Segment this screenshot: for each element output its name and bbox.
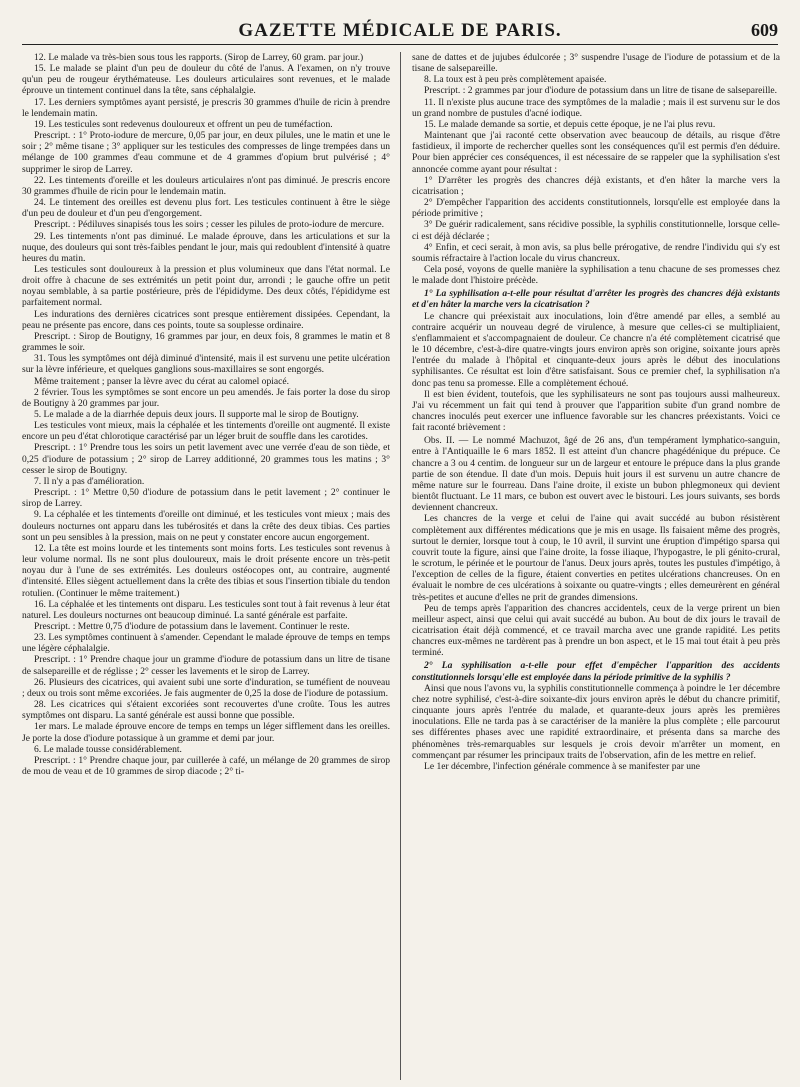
paragraph: Les indurations des dernières cicatrices sont presque entièrement dissipées. Cependant, la peau ne présente pas encore, dans ces points, toute sa souplesse ordinaire.: [22, 308, 390, 331]
paragraph: 3° De guérir radicalement, sans récidive possible, la syphilis constitutionnelle, lorsque celle-ci est déjà déclarée ;: [412, 219, 780, 242]
paragraph: Le chancre qui préexistait aux inoculations, loin d'être amendé par elles, a semblé au contraire acquérir un nouveau degré de virulence, à mesure que celles-ci se multipliaient, s'enflammaient et s'accompagnaient de douleur. Ce chancre n'a été complètement cicatrisé que le 10 décembre, c'est-à-dire quatre-vingts jours environ après son origine, soixante jours après l'entrée du malade à l'hôpital et cinquante-deux jours après le début des inoculations syphilisantes. Ce résultat est loin d'être satisfaisant. Sous ce premier chef, la syphilisation n'a donc pas tenu sa promesse. Elle a complètement échoué.: [412, 310, 780, 389]
paragraph: Les testicules sont douloureux à la pression et plus volumineux que dans l'état normal. Le droit offre à chacune de ses extrémités un petit point dur, arrondi ; le gauche offre un petit noyau semblable, à sa partie postérieure, près de l'épididyme. Des deux côtés, l'épididyme est parfaitement normal.: [22, 263, 390, 309]
page-header: [22, 20, 778, 45]
paragraph: 31. Tous les symptômes ont déjà diminué d'intensité, mais il est survenu une petite ulcération sur la lèvre inférieure, et quelques ganglions sous-maxillaires se sont engorgés.: [22, 353, 390, 376]
paragraph: 1er mars. Le malade éprouve encore de temps en temps un léger sifflement dans les oreilles. Je porte la dose d'iodure potassique à un gramme et demi par jour.: [22, 721, 390, 744]
paragraph: 24. Le tintement des oreilles est devenu plus fort. Les testicules continuent à être le siège d'un peu de douleur et d'un peu d'engorgement.: [22, 197, 390, 220]
paragraph: Les testicules vont mieux, mais la céphalée et les tintements d'oreille ont augmenté. Il existe encore un peu d'état chlorotique caractérisé par un léger bruit de souffle dans les carotides.: [22, 420, 390, 443]
right-column: [412, 52, 780, 1082]
paragraph: 2° La syphilisation a-t-elle pour effet d'empêcher l'apparition des accidents constitutionnels lorsqu'elle est employée dans la période primitive de la syphilis ?: [412, 660, 780, 683]
left-column: [22, 52, 390, 1082]
paragraph: Prescript. : Pédiluves sinapisés tous les soirs ; cesser les pilules de proto-iodure de mercure.: [34, 219, 384, 231]
paragraph: Prescript. : 1° Mettre 0,50 d'iodure de potassium dans le petit lavement ; 2° continuer le sirop de Larrey.: [22, 487, 390, 510]
paragraph: 17. Les derniers symptômes ayant persisté, je prescris 30 grammes d'huile de ricin à prendre le lendemain matin.: [22, 96, 390, 119]
paragraph: Prescript. : Sirop de Boutigny, 16 grammes par jour, en deux fois, 8 grammes le matin et 8 grammes le soir.: [22, 330, 390, 354]
paragraph: Même traitement ; panser la lèvre avec du cérat au calomel opiacé.: [34, 375, 289, 387]
paragraph: Obs. II. — Le nommé Machuzot, âgé de 26 ans, d'un tempérament lymphatico-sanguin, entre à l'Antiquaille le 6 mars 1852. Il est atteint d'un chancre phagédénique du prépuce. Ce chancre a 3 ou 4 centim. de longueur sur un de largeur et entoure le prépuce dans la plus grande partie de son étendue. Il date d'un mois. Depuis huit jours il est survenu un autre chancre de même nature sur le fourreau. Dans l'aine droite, il existe un bubon phlegmoneux qui devient bientôt fluctuant. Le 11 mars, ce bubon est ouvert avec le bistouri. Les jours suivants, ses bords deviennent chancreux.: [412, 435, 780, 514]
paragraph: 15. Le malade se plaint d'un peu de douleur du côté de l'anus. A l'examen, on n'y trouve qu'un peu de rougeur érythémateuse. Les douleurs articulaires sont revenues, et le malade éprouve un tintement continuel dans la tête, sans céphalalgie.: [22, 63, 390, 97]
paragraph: 7. Il n'y a pas d'amélioration.: [34, 475, 145, 487]
paragraph: Prescript. : 1° Proto-iodure de mercure, 0,05 par jour, en deux pilules, une le matin et une le soir ; 2° même tisane ; 3° appliquer sur les testicules des compresses de linge trempées dans un mélange de 100 grammes d'eau commune et de 4 grammes d'opium brut pulvérisé ; 4° supprimer le sirop de Larrey.: [22, 130, 390, 175]
paragraph: 4° Enfin, et ceci serait, à mon avis, sa plus belle prérogative, de rendre l'individu qui s'y est soumis réfractaire à l'action locale du virus chancreux.: [412, 241, 780, 264]
paragraph: Ainsi que nous l'avons vu, la syphilis constitutionnelle commença à poindre le 1er décembre chez notre syphilisé, c'est-à-dire soixante-dix jours environ après le début du chancre primitif, cinquante jours après l'entrée du malade, et quarante-deux jours après les premières inoculations. Elle ne tarda pas à se caractériser de la manière la plus complète ; elle parcourut ses différentes phases avec une rapidité extraordinaire, et présenta dans sa marche des phénomènes très-remarquables sur lesquels je crois devoir m'arrêter un moment, en commençant par résumer les principaux traits de l'observation, afin de les mettre en relief.: [412, 682, 780, 761]
paragraph: Prescript. : 1° Prendre chaque jour un gramme d'iodure de potassium dans un litre de tisane de salsepareille et de réglisse ; 2° cesser les lavements et le sirop de Larrey.: [22, 654, 390, 677]
paragraph: 1° D'arrêter les progrès des chancres déjà existants, et d'en hâter la marche vers la cicatrisation ;: [412, 174, 780, 197]
paragraph: 11. Il n'existe plus aucune trace des symptômes de la maladie ; mais il est survenu sur le dos un grand nombre de pustules d'acné iodique.: [412, 96, 780, 119]
journal-title: GAZETTE MÉDICALE DE PARIS.: [238, 20, 562, 41]
paragraph: 26. Plusieurs des cicatrices, qui avaient subi une sorte d'induration, se tuméfient de nouveau ; deux ou trois sont même excoriées. Je fais augmenter de 0,25 la dose de l'iodure de potassium.: [22, 676, 390, 699]
paragraph: 16. La céphalée et les tintements ont disparu. Les testicules sont tout à fait revenus à leur état naturel. Les douleurs nocturnes ont beaucoup diminué. La santé générale est parfaite.: [22, 598, 390, 621]
paragraph: 9. La céphalée et les tintements d'oreille ont diminué, et les testicules vont mieux ; mais des douleurs nocturnes ont apparu dans les tubérosités et dans la crête des deux tibias. Ces parties sont un peu sensibles à la pression, mais on ne peut y constater encore aucun engorgement.: [22, 509, 390, 543]
paragraph: 23. Les symptômes continuent à s'amender. Cependant le malade éprouve de temps en temps une légère céphalalgie.: [22, 632, 390, 655]
page-number: 609: [751, 20, 778, 40]
paragraph: 12. La tête est moins lourde et les tintements sont moins forts. Les testicules sont revenus à leur volume normal. Ils ne sont plus douloureux, mais le droit présente encore un très-petit noyau dur à l'une de ses extrémités. Les douleurs ostéocopes ont, au contraire, augmenté d'intensité. Elles siègent actuellement dans la crête des tibias et sous l'insertion tibiale du tendon rotulien. (Continuer le même traitement.): [22, 542, 390, 599]
paragraph: Peu de temps après l'apparition des chancres accidentels, ceux de la verge prirent un bien meilleur aspect, ainsi que celui qui avait succédé au bubon. Au bout de dix jours le travail de cicatrisation était déjà commencé, et ce travail marcha avec une grande rapidité. Les petits chancres eux-mêmes ne tardèrent pas à prendre un bon aspect, et le 15 mai tout était à peu près terminé.: [412, 602, 780, 659]
paragraph: 2 février. Tous les symptômes se sont encore un peu amendés. Je fais porter la dose du sirop de Boutigny à 20 grammes par jour.: [22, 386, 390, 409]
paragraph: 8. La toux est à peu près complètement apaisée.: [424, 74, 607, 86]
paragraph: 6. Le malade tousse considérablement.: [34, 743, 182, 755]
paragraph: Il est bien évident, toutefois, que les syphilisateurs ne sont pas toujours aussi malheureux. J'ai vu récemment un fait qui tend à prouver que l'apparition subite d'un grand nombre de chancres inoculés peut exercer une influence favorable sur les chancres préexistants. Voici ce fait raconté brièvement :: [412, 388, 780, 434]
paragraph: 5. Le malade a de la diarrhée depuis deux jours. Il supporte mal le sirop de Boutigny.: [34, 409, 359, 420]
paragraph: 19. Les testicules sont redevenus douloureux et offrent un peu de tuméfaction.: [34, 118, 333, 130]
paragraph: Cela posé, voyons de quelle manière la syphilisation a tenu chacune de ses promesses chez le malade dont l'histoire précède.: [412, 263, 780, 287]
paragraph: 2° D'empêcher l'apparition des accidents constitutionnels, lorsqu'elle est employée dans la période primitive ;: [412, 197, 780, 220]
paragraph: sane de dattes et de jujubes édulcorée ; 3° suspendre l'usage de l'iodure de potassium et de la tisane de salsepareille.: [412, 52, 780, 75]
column-divider: [400, 52, 401, 1080]
paragraph: 1° La syphilisation a-t-elle pour résultat d'arrêter les progrès des chancres déjà existants et d'en hâter la marche vers la cicatrisation ?: [412, 288, 780, 311]
paragraph: Prescript. : 1° Prendre chaque jour, par cuillerée à café, un mélange de 20 grammes de sirop de mou de veau et de 10 grammes de sirop diacode ; 2° ti-: [22, 754, 390, 777]
paragraph: 29. Les tintements n'ont pas diminué. Le malade éprouve, dans les articulations et sur la nuque, des douleurs qui sont très-faibles pendant le jour, mais qui redoublent d'intensité à quatre heures du matin.: [22, 230, 390, 264]
paragraph: 28. Les cicatrices qui s'étaient excoriées sont recouvertes d'une croûte. Tous les autres symptômes ont disparu. La santé générale est aussi bonne que possible.: [22, 699, 390, 722]
paragraph: Prescript. : 1° Prendre tous les soirs un petit lavement avec une verrée d'eau de son tiède, et 0,25 d'iodure de potassium ; 2° sirop de Larrey additionné, 20 grammes tous les matins ; 3° cesser le sirop de Boutigny.: [22, 442, 390, 476]
paragraph: 15. Le malade demande sa sortie, et depuis cette époque, je ne l'ai plus revu.: [424, 118, 716, 130]
paragraph: Le 1er décembre, l'infection générale commence à se manifester par une: [424, 760, 701, 772]
paragraph: Prescript. : Mettre 0,75 d'iodure de potassium dans le lavement. Continuer le reste.: [34, 620, 350, 632]
paragraph: Prescript. : 2 grammes par jour d'iodure de potassium dans un litre de tisane de salsepareille.: [424, 85, 778, 97]
paragraph: Les chancres de la verge et celui de l'aine qui avait succédé au bubon résistèrent complètement aux différentes médications que je mis en usage. Ils faisaient même des progrès, surtout le dernier, lorsque tout à coup, le 10 avril, il survint une éruption d'impétigo sparsa qui couvrit toute la figure, ainsi que l'aine droite, la fosse iliaque, l'hypogastre, le pli génito-crural, le scrotum, le périnée et le pourtour de l'anus. Deux jours après, toutes les pustules d'impétigo, à l'exception de celles de la figure, étaient converties en petites ulcérations chancreuses. On en évaluait le nombre de ces ulcérations à soixante ou quatre-vingts ; elles demeurèrent en général très-petites et aucune d'elles ne prit de grandes dimensions.: [412, 513, 780, 603]
paragraph: 12. Le malade va très-bien sous tous les rapports. (Sirop de Larrey, 60 gram. par jour.): [34, 52, 364, 63]
paragraph: 22. Les tintements d'oreille et les douleurs articulaires n'ont pas diminué. Je prescris encore 30 grammes d'huile de ricin pour le lendemain matin.: [22, 174, 390, 197]
paragraph: Maintenant que j'ai raconté cette observation avec beaucoup de détails, au risque d'être fastidieux, il importe de rechercher quelles sont les conséquences qu'il est permis d'en déduire. Pour bien apprécier ces conséquences, il est nécessaire de se rappeler que la syphilisation s'est annoncée comme ayant pour résultat :: [412, 130, 780, 175]
